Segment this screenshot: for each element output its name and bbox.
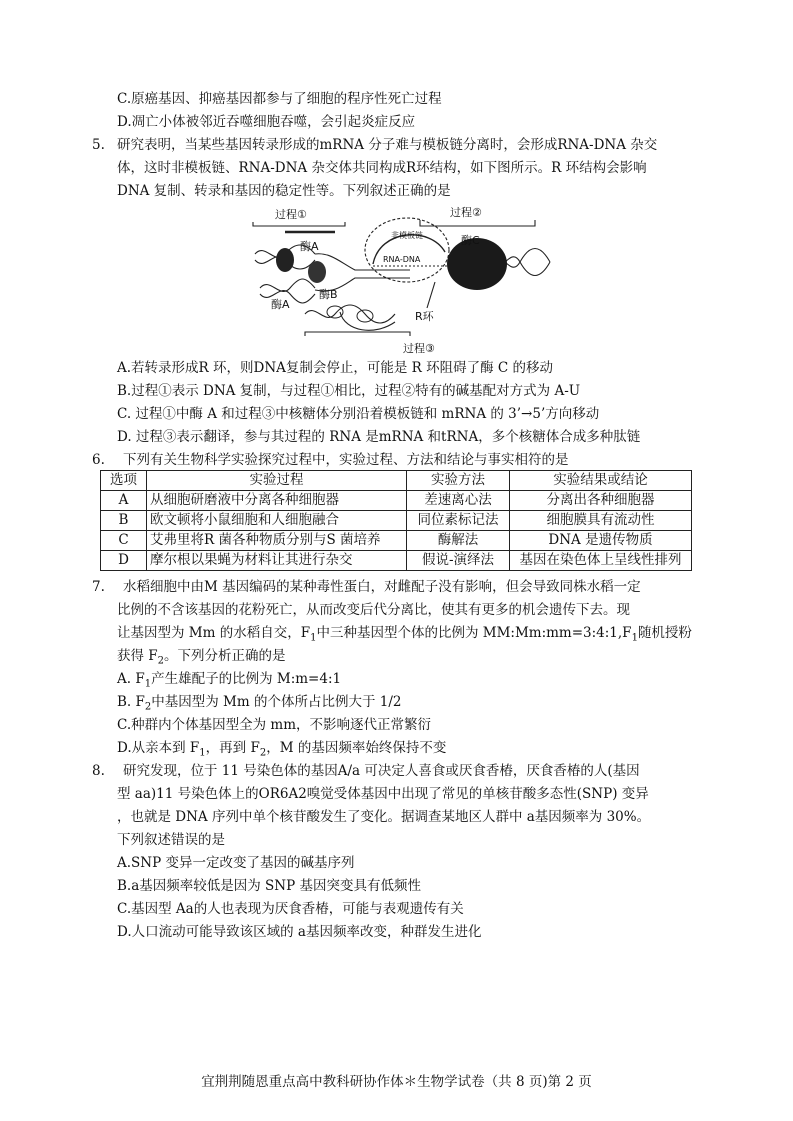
page-footer: 宜荆荆随恩重点高中教科研协作体＊生物学试卷（共 8 页)第 2 页 (201, 1074, 592, 1090)
table-cell: DNA 是遗传物质 (510, 531, 692, 551)
table-cell: 基因在染色体上呈线性排列 (510, 551, 692, 571)
question-7-number: 7. (92, 579, 105, 595)
table-header: 选项 (101, 471, 147, 491)
table-cell: C (101, 531, 147, 551)
prev-question-option-d: D.凋亡小体被邻近吞噬细胞吞噬，会引起炎症反应 (117, 114, 416, 130)
enzyme-a-shape (276, 248, 294, 272)
table-row (101, 511, 692, 531)
label-enzyme-b: 酶B (319, 288, 338, 301)
label-rna-dna: RNA-DNA (383, 255, 421, 264)
table-cell: 摩尔根以果蝇为材料让其进行杂交 (147, 551, 407, 571)
question-8-option-d: D.人口流动可能导致该区域的 a基因频率改变，种群发生进化 (117, 924, 482, 940)
question-8-option-c: C.基因型 Aa的人也表现为厌食香椿，可能与表观遗传有关 (117, 901, 464, 917)
table-cell: 假说-演绎法 (407, 551, 510, 571)
question-7-option-b: B. $F_2$中基因型为 Mm 的个体所占比例大于 1/2 (117, 694, 402, 713)
table-header-row (101, 471, 692, 491)
dna-helix-bottom-left (260, 279, 315, 291)
table-row (101, 551, 692, 571)
table-cell: A (101, 491, 147, 511)
r-loop-circle (365, 218, 449, 282)
question-7-stem-line-4: 获得 $F_2$。下列分析正确的是 (117, 648, 286, 667)
question-7-option-d: D.从亲本到 $F_1$，再到 $F_2$，M 的基因频率始终保持不变 (117, 740, 447, 759)
table-cell: 欧文顿将小鼠细胞和人细胞融合 (147, 511, 407, 531)
process-1-bracket (253, 222, 345, 226)
question-7-stem-line-1: 水稻细胞中由M 基因编码的某种毒性蛋白，对雌配子没有影响，但会导致同株水稻一定 (123, 579, 641, 595)
table-cell: B (101, 511, 147, 531)
question-5-option-b: B.过程①表示 DNA 复制，与过程①相比，过程②特有的碱基配对方式为 A-U (117, 383, 581, 399)
question-6-number: 6. (92, 452, 105, 468)
label-enzyme-c: 酶C (461, 234, 480, 247)
question-5-stem-line-2: 体，这时非模板链、RNA-DNA 杂交体共同构成R环结构，如下图所示。R 环结构会影响 (117, 160, 647, 176)
table-cell: D (101, 551, 147, 571)
table-row (101, 491, 692, 511)
question-5-option-c: C. 过程①中酶 A 和过程③中核糖体分别沿着模板链和 mRNA 的 3’→5’方向移动 (117, 406, 600, 422)
question-7-option-a: A. $F_1$产生雄配子的比例为 M:m=4:1 (117, 671, 342, 690)
table-row (101, 531, 692, 551)
table-cell: 酶解法 (407, 531, 510, 551)
question-8-option-a: A.SNP 变异一定改变了基因的碱基序列 (117, 855, 355, 871)
question-6-stem: 下列有关生物科学实验探究过程中，实验过程、方法和结论与事实相符的是 (123, 452, 569, 468)
question-8-option-b: B.a基因频率较低是因为 SNP 基因突变具有低频性 (117, 878, 421, 894)
question-7-stem-line-3: 让基因型为 Mm 的水稻自交，$F_1$中三种基因型个体的比例为 $MM:Mm:mm=3:4:1,F_1$随机授粉 (117, 625, 692, 644)
r-loop-diagram (245, 204, 555, 356)
question-5-stem-line-3: DNA 复制、转录和基因的稳定性等。下列叙述正确的是 (117, 183, 451, 199)
table-cell: 差速离心法 (407, 491, 510, 511)
prev-question-option-c: C.原癌基因、抑癌基因都参与了细胞的程序性死亡过程 (117, 91, 442, 107)
label-process-3: 过程③ (403, 342, 435, 355)
question-8-stem-line-1: 研究发现，位于 11 号染色体的基因A/a 可决定人喜食或厌食香椿，厌食香椿的人(基因 (123, 763, 640, 779)
ribosome-2 (357, 310, 373, 322)
question-5-stem-line-1: 研究表明，当某些基因转录形成的mRNA 分子难与模板链分离时，会形成RNA-DNA 杂交 (117, 137, 658, 153)
label-process-1: 过程① (275, 208, 307, 221)
r-loop-pointer (427, 282, 435, 308)
question-5-option-d: D. 过程③表示翻译，参与其过程的 RNA 是mRNA 和tRNA，多个核糖体合成多种肽链 (117, 429, 641, 445)
question-7-option-c: C.种群内个体基因型全为 mm，不影响逐代正常繁衍 (117, 717, 432, 733)
question-5-number: 5. (92, 137, 105, 153)
table-header: 实验结果或结论 (510, 471, 692, 491)
question-8-stem-line-3: ，也就是 DNA 序列中单个核苷酸发生了变化。据调查某地区人群中 a基因频率为 30%。 (117, 809, 651, 825)
table-cell: 分离出各种细胞器 (510, 491, 692, 511)
label-enzyme-a-top: 酶A (300, 240, 319, 253)
question-5-option-a: A.若转录形成R 环，则DNA复制会停止，可能是 R 环阻碍了酶 C 的移动 (117, 360, 554, 376)
table-cell: 艾弗里将R 菌各种物质分别与S 菌培养 (147, 531, 407, 551)
label-process-2: 过程② (450, 206, 482, 219)
table-cell: 同位素标记法 (407, 511, 510, 531)
experiment-table (100, 470, 692, 571)
label-enzyme-a-bottom: 酶A (271, 298, 290, 311)
table-cell: 从细胞研磨液中分离各种细胞器 (147, 491, 407, 511)
mrna-coil (305, 305, 395, 323)
question-7-stem-line-2: 比例的不含该基因的花粉死亡，从而改变后代分离比，使其有更多的机会遗传下去。现 (117, 602, 630, 618)
label-r-loop: R环 (415, 310, 434, 323)
table-header: 实验方法 (407, 471, 510, 491)
process-2-bracket (420, 220, 535, 226)
question-8-stem-line-4: 下列叙述错误的是 (117, 832, 225, 848)
table-cell: 细胞膜具有流动性 (510, 511, 692, 531)
label-non-template-strand: 非模板链 (391, 231, 423, 240)
question-8-stem-line-2: 型 aa)11 号染色体上的OR6A2嗅觉受体基因中出现了常见的单核苷酸多态性(SNP) 变异 (117, 786, 649, 802)
process-3-bracket (305, 332, 410, 336)
table-header: 实验过程 (147, 471, 407, 491)
question-8-number: 8. (92, 763, 105, 779)
enzyme-b-shape (308, 261, 326, 283)
ribosome-1 (327, 306, 343, 318)
